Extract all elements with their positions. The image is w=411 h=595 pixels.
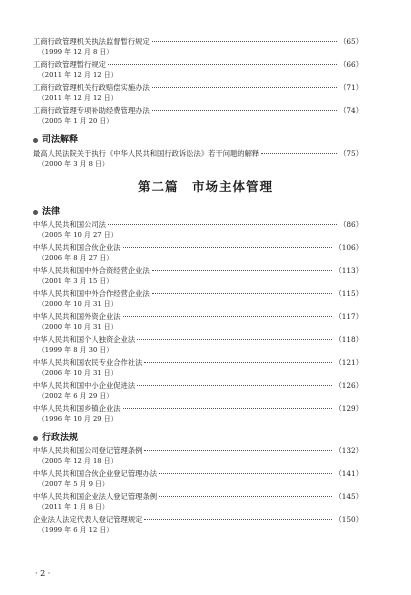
section-title: 行政法规: [42, 433, 79, 443]
entry-title: 中华人民共和国外资企业法: [33, 312, 121, 321]
entry-page: （118）: [334, 335, 363, 344]
toc-entry[interactable]: [33, 243, 363, 263]
entry-page: （115）: [334, 289, 363, 298]
toc-entry[interactable]: [33, 266, 363, 286]
bullet-icon: [33, 138, 38, 143]
page-number: · 2 ·: [35, 569, 51, 578]
entry-date: （2000 年 3 月 8 日）: [38, 160, 109, 168]
entry-date: （1999 年 8 月 30 日）: [38, 346, 114, 354]
entry-date: （1996 年 10 月 29 日）: [38, 415, 118, 423]
entry-page: （65）: [339, 37, 363, 46]
dot-leader: [137, 385, 332, 386]
entry-title: 工商行政管理机关行政赔偿实施办法: [33, 83, 150, 92]
bullet-icon: [33, 210, 38, 215]
entry-page: （132）: [334, 446, 363, 455]
toc-entry[interactable]: [33, 469, 363, 489]
entry-title: 中华人民共和国中外合资经营企业法: [33, 266, 150, 275]
entry-date: （2000 年 10 月 31 日）: [38, 300, 118, 308]
toc-entry[interactable]: [33, 381, 363, 401]
section-title: 司法解释: [42, 135, 79, 145]
dot-leader: [152, 270, 333, 271]
entry-title: 中华人民共和国个人独资企业法: [33, 335, 136, 344]
section-heading-judicial: [33, 134, 78, 146]
entry-page: （66）: [339, 60, 363, 69]
entry-title: 中华人民共和国公司登记管理条例: [33, 446, 143, 455]
entry-title: 企业法人法定代表人登记管理规定: [33, 515, 143, 524]
entry-date: （2006 年 8 月 27 日）: [38, 254, 114, 262]
chapter-title: 第二篇 市场主体管理: [137, 179, 273, 194]
entry-title: 中华人民共和国农民专业合作社法: [33, 358, 143, 367]
dot-leader: [152, 87, 337, 88]
entry-date: （2002 年 6 月 29 日）: [38, 392, 114, 400]
toc-entry[interactable]: [33, 335, 363, 355]
entry-title: 工商行政管理专项补助经费管理办法: [33, 106, 150, 115]
entry-date: （2005 年 12 月 18 日）: [38, 457, 118, 465]
entry-title: 中华人民共和国中小企业促进法: [33, 381, 136, 390]
entry-title: 中华人民共和国企业法人登记管理条例: [33, 492, 158, 501]
entry-page: （106）: [334, 243, 363, 252]
entry-page: （150）: [334, 515, 363, 524]
entry-page: （121）: [334, 358, 363, 367]
toc-entry[interactable]: [33, 60, 363, 80]
dot-leader: [144, 519, 332, 520]
dot-leader: [152, 293, 333, 294]
dot-leader: [159, 496, 332, 497]
entry-date: （2011 年 12 月 12 日）: [38, 71, 118, 79]
entry-date: （2000 年 10 月 31 日）: [38, 323, 118, 331]
section-title: 法律: [42, 207, 61, 217]
dot-leader: [123, 247, 333, 248]
toc-entry[interactable]: [33, 149, 363, 169]
toc-entry[interactable]: [33, 515, 363, 535]
toc-entry[interactable]: [33, 220, 363, 240]
entry-page: （113）: [334, 266, 363, 275]
entry-title: 中华人民共和国合伙企业法: [33, 243, 121, 252]
toc-entry[interactable]: [33, 358, 363, 378]
entry-page: （74）: [339, 106, 363, 115]
entry-date: （2011 年 1 月 8 日）: [38, 503, 109, 511]
toc-entry[interactable]: [33, 289, 363, 309]
entry-title: 中华人民共和国公司法: [33, 220, 106, 229]
entry-title: 中华人民共和国乡镇企业法: [33, 404, 121, 413]
toc-entry[interactable]: [33, 404, 363, 424]
entry-date: （2001 年 3 月 15 日）: [38, 277, 114, 285]
dot-leader: [108, 64, 337, 65]
entry-page: （117）: [334, 312, 363, 321]
entry-date: （1999 年 6 月 12 日）: [38, 526, 114, 534]
entry-date: （1999 年 12 月 8 日）: [38, 48, 114, 56]
entry-page: （129）: [334, 404, 363, 413]
entry-date: （2005 年 10 月 27 日）: [38, 231, 118, 239]
entry-title: 最高人民法院关于执行《中华人民共和国行政诉讼法》若干问题的解释: [33, 149, 260, 158]
entry-date: （2005 年 1 月 20 日）: [38, 117, 114, 125]
entry-page: （86）: [339, 220, 363, 229]
entry-date: （2006 年 10 月 31 日）: [38, 369, 118, 377]
entry-page: （71）: [339, 83, 363, 92]
entry-title: 工商行政管理机关执法监督暂行规定: [33, 37, 150, 46]
entry-page: （75）: [339, 149, 363, 158]
dot-leader: [144, 450, 332, 451]
dot-leader: [108, 224, 337, 225]
entry-page: （141）: [334, 469, 363, 478]
bullet-icon: [33, 436, 38, 441]
entry-title: 工商行政管理暂行规定: [33, 60, 106, 69]
toc-entry[interactable]: [33, 312, 363, 332]
dot-leader: [261, 153, 337, 154]
section-heading-law: [33, 206, 60, 218]
section-heading-admin: [33, 432, 78, 444]
entry-date: （2011 年 12 月 12 日）: [38, 94, 118, 102]
dot-leader: [159, 473, 332, 474]
dot-leader: [152, 41, 337, 42]
toc-entry[interactable]: [33, 106, 363, 126]
dot-leader: [152, 110, 337, 111]
dot-leader: [123, 408, 333, 409]
dot-leader: [144, 362, 332, 363]
toc-entry[interactable]: [33, 37, 363, 57]
dot-leader: [123, 316, 333, 317]
entry-date: （2007 年 5 月 9 日）: [38, 480, 109, 488]
toc-entry[interactable]: [33, 492, 363, 512]
toc-entry[interactable]: [33, 446, 363, 466]
entry-title: 中华人民共和国合伙企业登记管理办法: [33, 469, 158, 478]
entry-page: （145）: [334, 492, 363, 501]
toc-entry[interactable]: [33, 83, 363, 103]
entry-page: （126）: [334, 381, 363, 390]
entry-title: 中华人民共和国中外合作经营企业法: [33, 289, 150, 298]
dot-leader: [137, 339, 332, 340]
